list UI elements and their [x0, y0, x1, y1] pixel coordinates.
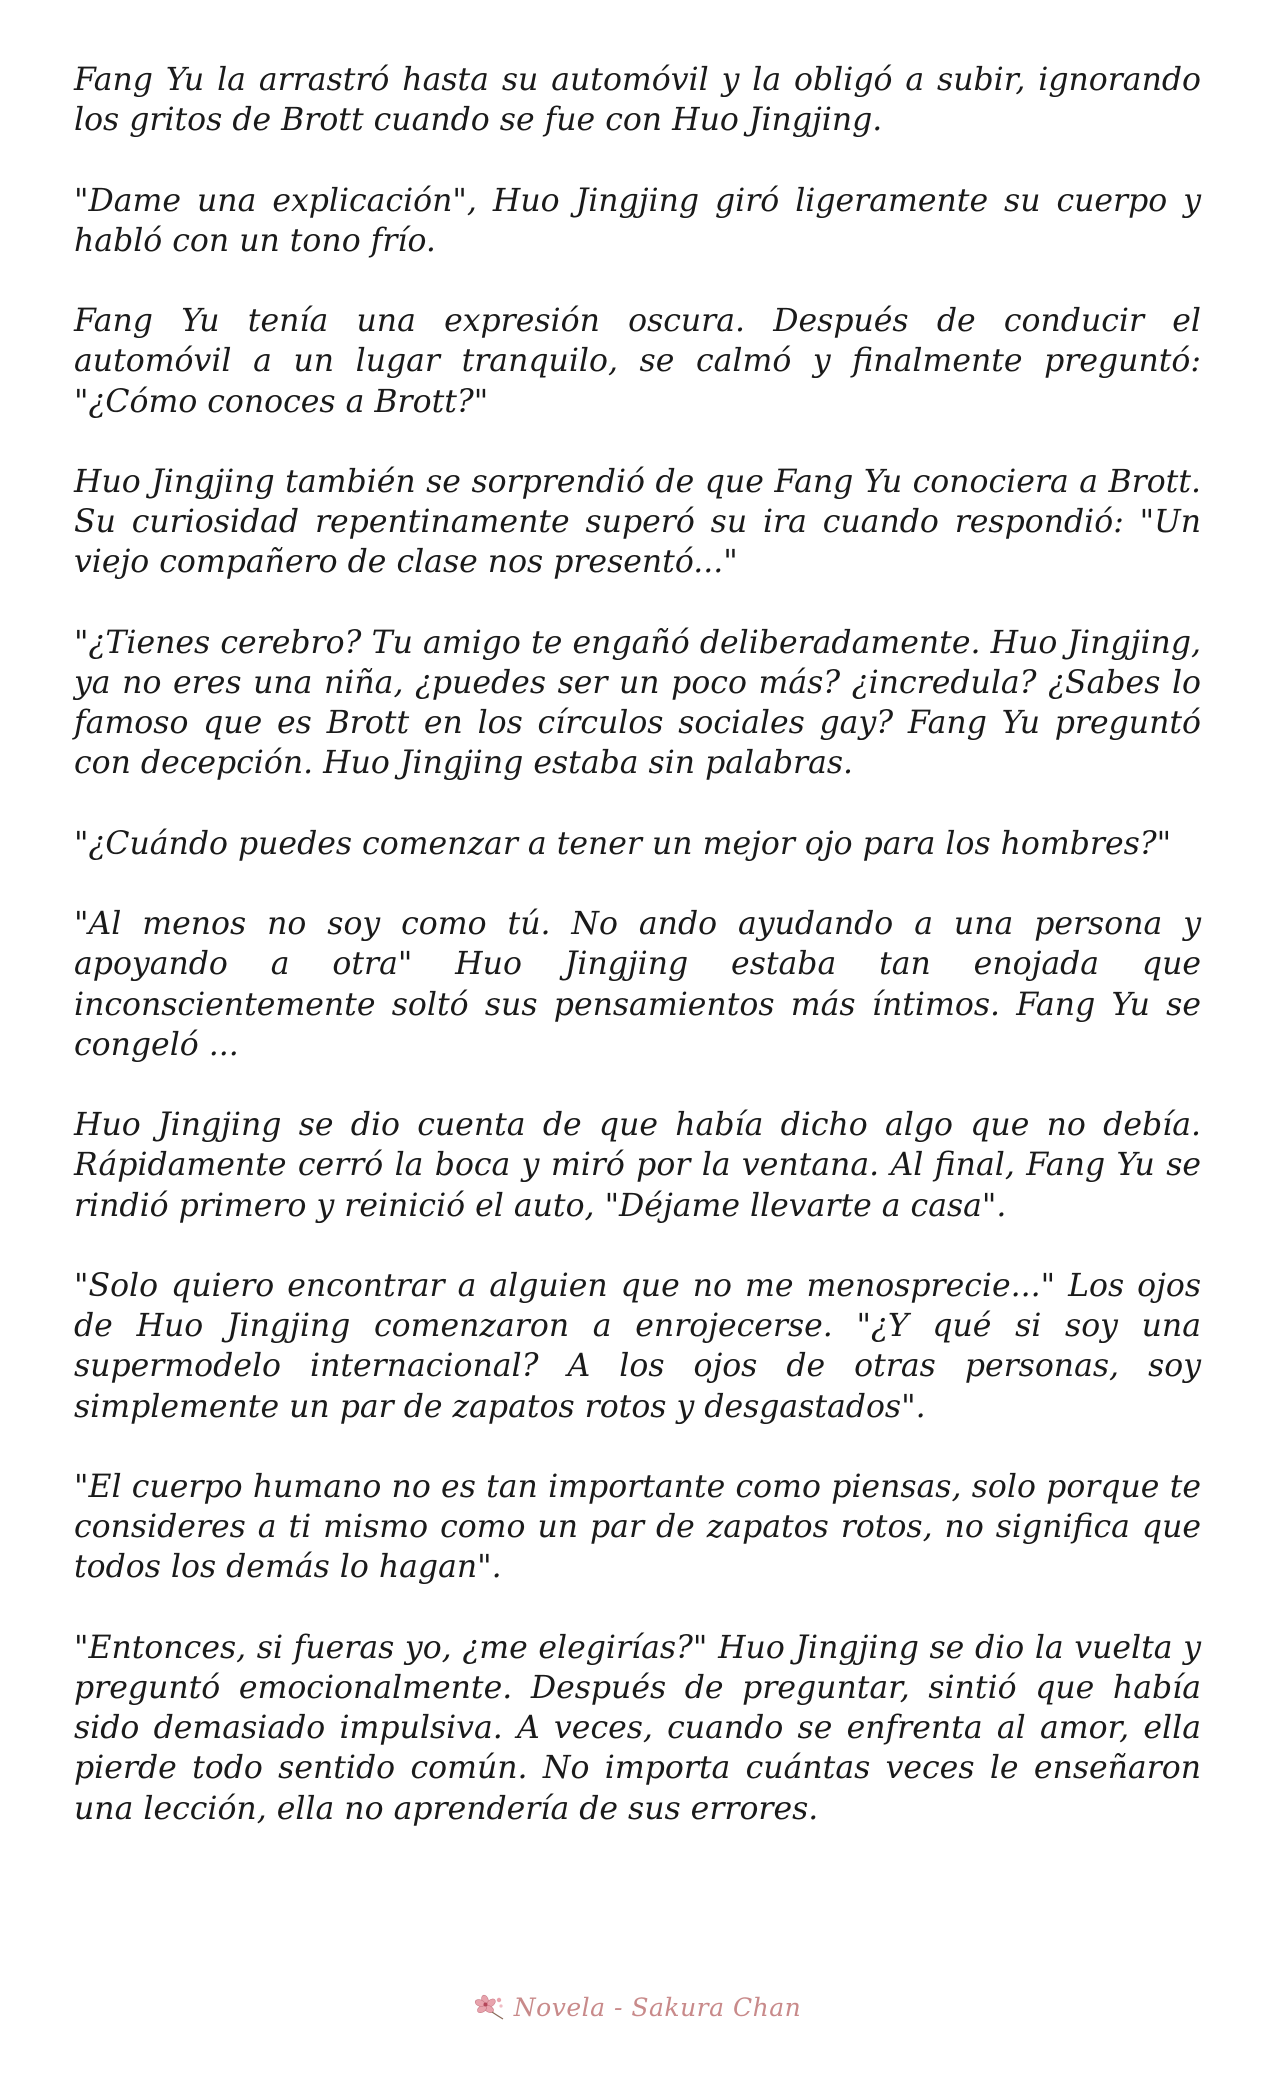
chapter-text	[74, 60, 1201, 1869]
paragraph: "El cuerpo humano no es tan importante como piensas, solo porque te consideres a ti mismo como un par de zapatos rotos, no significa que todos los demás lo hagan".	[74, 1468, 1201, 1586]
paragraph: Fang Yu tenía una expresión oscura. Después de conducir el automóvil a un lugar tranquilo, se calmó y finalmente preguntó: "¿Cómo conoces a Brott?"	[74, 303, 1201, 420]
paragraph: Huo Jingjing se dio cuenta de que había dicho algo que no debía. Rápidamente cerró la boca y miró por la ventana. Al final, Fang Yu se rindió primero y reinició el auto, "Déjame llevarte a casa".	[74, 1107, 1201, 1224]
sakura-flower-icon	[474, 1992, 506, 2022]
watermark	[464, 1988, 811, 2026]
paragraph: "¿Tienes cerebro? Tu amigo te engañó deliberadamente. Huo Jingjing, ya no eres una niña, ¿puedes ser un poco más? ¿incredula? ¿Sabes lo famoso que es Brott en los círculos sociales gay? Fang Yu preguntó con decepción. Huo Jingjing estaba sin palabras.	[74, 624, 1201, 782]
paragraph: Fang Yu la arrastró hasta su automóvil y la obligó a subir, ignorando los gritos de Brott cuando se fue con Huo Jingjing.	[74, 62, 1201, 139]
paragraph: Huo Jingjing también se sorprendió de que Fang Yu conociera a Brott. Su curiosidad repentinamente superó su ira cuando respondió: "Un viejo compañero de clase nos presentó..."	[74, 463, 1201, 581]
paragraph: "Solo quiero encontrar a alguien que no me menosprecie..." Los ojos de Huo Jingjing comenzaron a enrojecerse. "¿Y qué si soy una supermodelo internacional? A los ojos de otras personas, soy simplemente un par de zapatos rotos y desgastados".	[74, 1267, 1201, 1425]
paragraph: "Dame una explicación", Huo Jingjing giró ligeramente su cuerpo y habló con un tono frío.	[74, 182, 1201, 259]
footer	[0, 1988, 1275, 2026]
paragraph: "Entonces, si fueras yo, ¿me elegirías?" Huo Jingjing se dio la vuelta y preguntó emocionalmente. Después de preguntar, sintió que había sido demasiado impulsiva. A veces, cuando se enfrenta al amor, ella pierde todo sentido común. No importa cuántas veces le enseñaron una lección, ella no aprendería de sus errores.	[74, 1629, 1201, 1827]
watermark-text: Novela - Sakura Chan	[513, 1992, 802, 2022]
paragraph: "Al menos no soy como tú. No ando ayudando a una persona y apoyando a otra" Huo Jingjing estaba tan enojada que inconscientemente soltó sus pensamientos más íntimos. Fang Yu se congeló ...	[74, 906, 1201, 1063]
paragraph: "¿Cuándo puedes comenzar a tener un mejor ojo para los hombres?"	[74, 825, 1172, 862]
